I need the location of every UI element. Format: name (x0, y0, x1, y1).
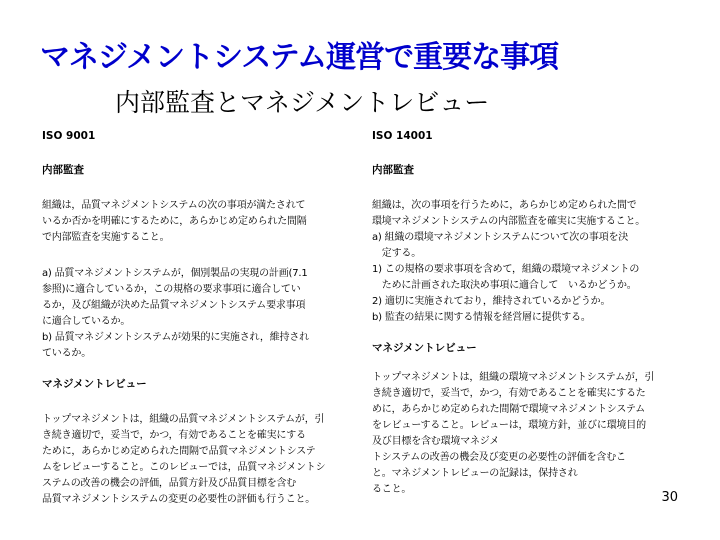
text-line: b) 監査の結果に関する情報を経営層に提供する。 (372, 312, 591, 323)
text-line: をレビューすること。レビューは，環境方針，並びに環境目的 (372, 420, 646, 431)
page-number: 30 (661, 490, 678, 505)
iso9001-review-body (42, 412, 347, 508)
text-line: き続き適切で，妥当で，かつ，有効であることを確実にするた (372, 388, 646, 399)
text-line: いるか否かを明確にするために，あらかじめ定められた間隔 (42, 216, 307, 227)
iso14001-audit-body (372, 198, 682, 326)
iso9001-standard-label: ISO 9001 (42, 130, 96, 142)
slide-subtitle: 内部監査とマネジメントレビュー (115, 88, 490, 117)
iso9001-review-heading: マネジメントレビュー (42, 378, 147, 390)
text-line: ムをレビューすること。このレビューでは，品質マネジメントシ (42, 462, 326, 473)
text-line: ために計画された取決め事項に適合して いるかどうか。 (372, 280, 637, 291)
text-line: 及び目標を含む環境マネジメ (372, 436, 500, 447)
text-line: で内部監査を実施すること。 (42, 232, 170, 243)
text-line: ているか。 (42, 348, 91, 359)
text-line: a) 品質マネジメントシステムが，個別製品の実現の計画(7.1 (42, 268, 308, 279)
iso9001-audit-heading: 内部監査 (42, 164, 84, 176)
slide-title: マネジメントシステム運営で重要な事項 (40, 40, 559, 75)
text-line: 環境マネジメントシステムの内部監査を確実に実施すること。 (372, 216, 646, 227)
text-line: に適合しているか。 (42, 316, 131, 327)
iso14001-column (372, 128, 682, 498)
text-line: めに，あらかじめ定められた間隔で環境マネジメントシステム (372, 404, 646, 415)
text-line: 2) 適切に実施されており，維持されているかどうか。 (372, 296, 611, 307)
text-line: 組織は，品質マネジメントシステムの次の事項が満たされて (42, 200, 306, 211)
text-line: と。マネジメントレビューの記録は，保持され (372, 468, 578, 479)
text-line: き続き適切で，妥当で，かつ，有効であることを確実にする (42, 430, 306, 441)
text-line: るか，及び組織が決めた品質マネジメントシステム要求事項 (42, 300, 306, 311)
iso9001-audit-body (42, 198, 347, 246)
text-line: トップマネジメントは，組織の品質マネジメントシステムが，引 (42, 414, 325, 425)
text-line: 1) この規格の要求事項を含めて，組織の環境マネジメントの (372, 264, 640, 275)
iso9001-column (42, 128, 347, 508)
iso9001-audit-items (42, 266, 347, 362)
iso14001-standard-label: ISO 14001 (372, 130, 433, 142)
text-line: 組織は，次の事項を行うために，あらかじめ定められた間で (372, 200, 637, 211)
text-line: ために，あらかじめ定められた間隔で品質マネジメントシステ (42, 446, 316, 457)
text-line: トップマネジメントは，組織の環境マネジメントシステムが，引 (372, 372, 655, 383)
text-line: 参照)に適合しているか，この規格の要求事項に適合してい (42, 284, 301, 295)
iso14001-review-body (372, 370, 682, 498)
text-line: ステムの改善の機会の評価，品質方針及び品質目標を含む (42, 478, 297, 489)
iso14001-audit-heading: 内部監査 (372, 164, 414, 176)
iso14001-review-heading: マネジメントレビュー (372, 342, 477, 354)
text-line: 品質マネジメントシステムの変更の必要性の評価も行うこと。 (42, 494, 316, 505)
text-line: b) 品質マネジメントシステムが効果的に実施され，維持され (42, 332, 309, 343)
text-line: ること。 (372, 484, 412, 495)
text-line: トシステムの改善の機会及び変更の必要性の評価を含むこ (372, 452, 626, 463)
text-line: a) 組織の環境マネジメントシステムについて次の事項を決 (372, 232, 629, 243)
text-line: 定する。 (372, 248, 421, 259)
